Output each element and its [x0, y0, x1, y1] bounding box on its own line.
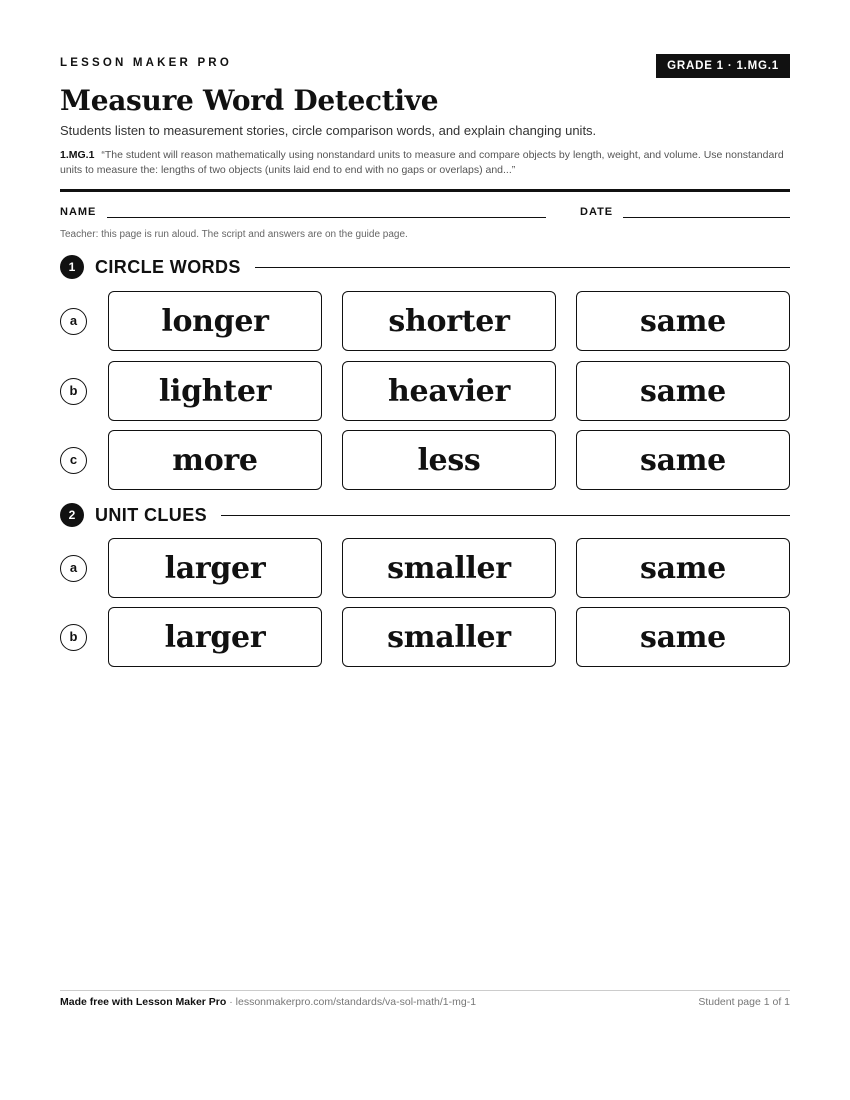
word-choice[interactable]: more: [108, 430, 322, 490]
footer-divider: [60, 990, 790, 991]
standard-text: “The student will reason mathematically using nonstandard units to measure and compare objects by length, weight, and volume. Use nonstandard units to measure the: lengths of two objects (units laid end to end with no gaps or overlaps) and...”: [60, 149, 784, 176]
question-row: [60, 291, 790, 351]
date-label: DATE: [580, 206, 614, 218]
question-row: [60, 538, 790, 598]
word-choice[interactable]: same: [576, 538, 790, 598]
section-title: CIRCLE WORDS: [95, 256, 241, 277]
word-choice[interactable]: smaller: [342, 538, 556, 598]
made-with-text: Made free with Lesson Maker Pro: [60, 996, 227, 1008]
page-indicator: Student page 1 of 1: [698, 996, 790, 1008]
page-title: Measure Word Detective: [60, 84, 439, 117]
section-rule: [255, 267, 790, 268]
word-choice[interactable]: heavier: [342, 361, 556, 421]
word-choice[interactable]: same: [576, 607, 790, 667]
word-choice[interactable]: same: [576, 291, 790, 351]
section-unit-clues: [60, 503, 790, 527]
word-choice[interactable]: shorter: [342, 291, 556, 351]
word-choice[interactable]: smaller: [342, 607, 556, 667]
word-choice[interactable]: longer: [108, 291, 322, 351]
row-letter: c: [60, 447, 87, 474]
row-letter: b: [60, 624, 87, 651]
section-number: 1: [60, 255, 84, 279]
section-circle-words: [60, 255, 790, 279]
brand-name: LESSON MAKER PRO: [60, 57, 232, 69]
standard-code: 1.MG.1: [60, 149, 95, 161]
question-row: [60, 607, 790, 667]
teacher-note: Teacher: this page is run aloud. The script and answers are on the guide page.: [60, 229, 408, 240]
header-divider: [60, 189, 790, 192]
word-choice[interactable]: larger: [108, 607, 322, 667]
word-choice[interactable]: same: [576, 361, 790, 421]
question-row: [60, 361, 790, 421]
page-subtitle: Students listen to measurement stories, circle comparison words, and explain changing units.: [60, 123, 597, 138]
date-field[interactable]: [623, 217, 790, 218]
name-field[interactable]: [107, 217, 546, 218]
section-rule: [221, 515, 790, 516]
standard-description: [60, 148, 790, 178]
section-number: 2: [60, 503, 84, 527]
name-label: NAME: [60, 206, 97, 218]
question-row: [60, 430, 790, 490]
word-choice[interactable]: same: [576, 430, 790, 490]
section-title: UNIT CLUES: [95, 504, 207, 525]
word-choice[interactable]: lighter: [108, 361, 322, 421]
footer-url: · lessonmakerpro.com/standards/va-sol-math/1-mg-1: [226, 996, 477, 1008]
word-choice[interactable]: less: [342, 430, 556, 490]
grade-badge: GRADE 1 · 1.MG.1: [656, 54, 790, 78]
row-letter: a: [60, 308, 87, 335]
word-choice[interactable]: larger: [108, 538, 322, 598]
row-letter: a: [60, 555, 87, 582]
row-letter: b: [60, 378, 87, 405]
footer-credit: [60, 996, 476, 1008]
